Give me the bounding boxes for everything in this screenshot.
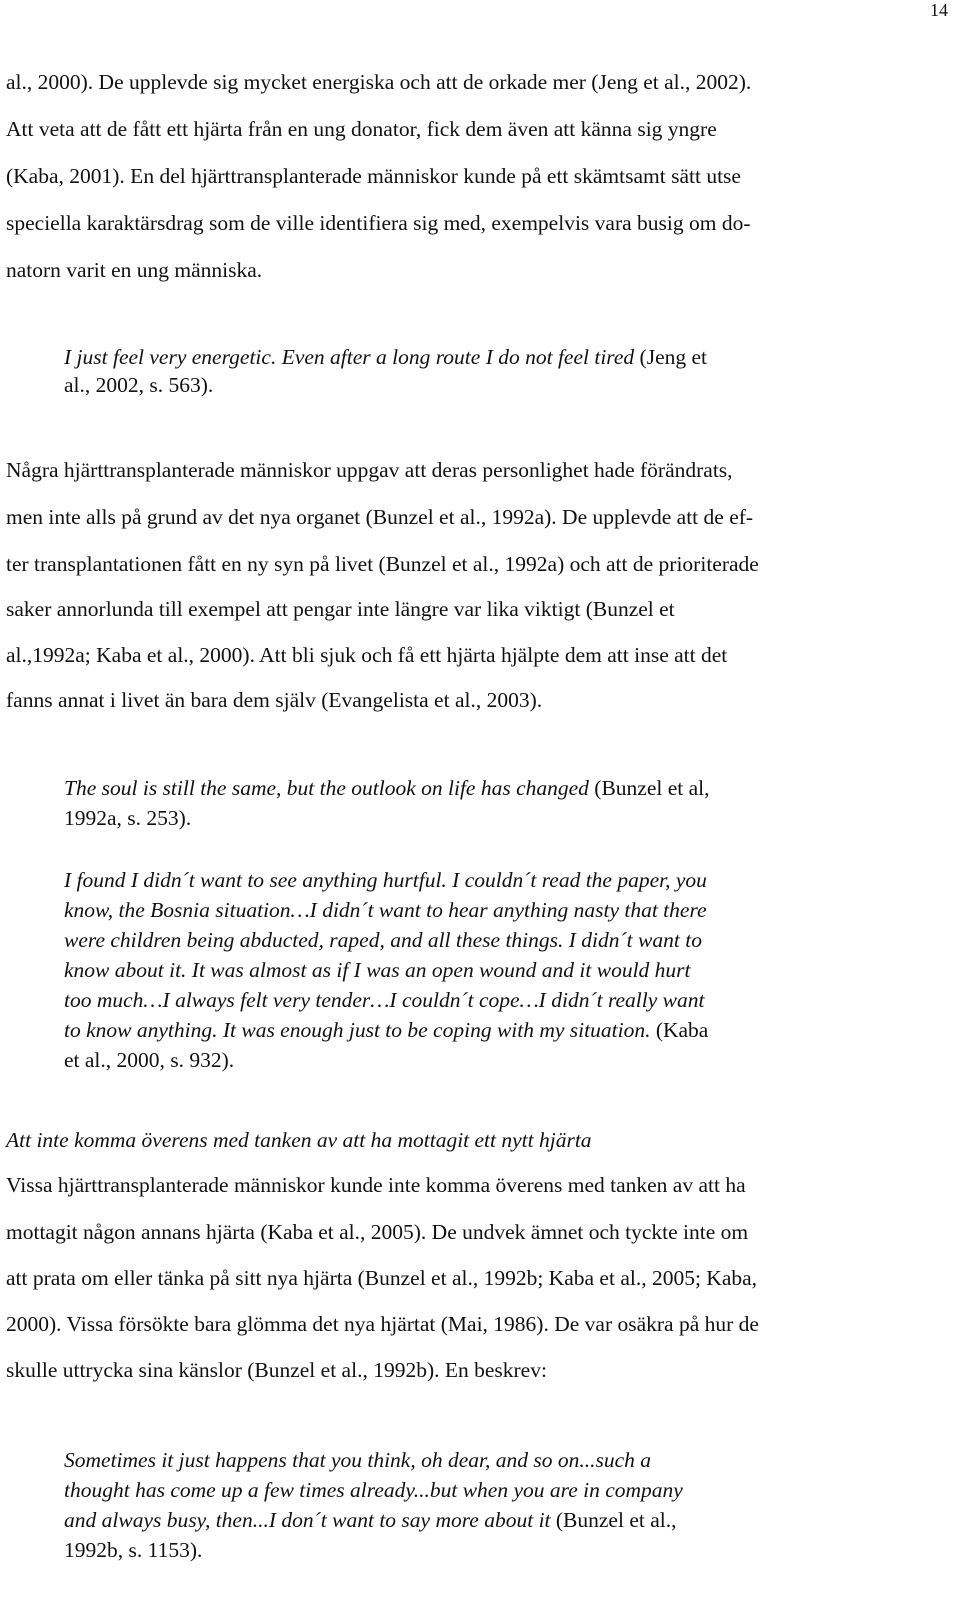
text-line: al., 2000). De upplevde sig mycket energiska och att de orkade mer (Jeng et al., 2002). <box>6 70 752 94</box>
quote-citation: (Kaba <box>650 1018 709 1042</box>
quote-line <box>64 1448 651 1473</box>
quote-line <box>64 898 707 923</box>
page-number: 14 <box>930 0 948 20</box>
text-line: speciella karaktärsdrag som de ville identifiera sig med, exempelvis vara busig om do- <box>6 211 751 235</box>
quote-italic-text: know, the Bosnia situation…I didn´t want to hear anything nasty that there <box>64 898 707 922</box>
quote-citation: (Bunzel et al, <box>588 776 710 800</box>
text-line: Några hjärttransplanterade människor uppgav att deras personlighet hade förändrats, <box>6 458 733 482</box>
quote-citation: (Bunzel et al., <box>550 1508 677 1532</box>
quote-line <box>64 1018 708 1043</box>
text-line: men inte alls på grund av det nya organet (Bunzel et al., 1992a). De upplevde att de ef- <box>6 505 754 529</box>
text-line: mottagit någon annans hjärta (Kaba et al., 2005). De undvek ämnet och tyckte inte om <box>6 1220 749 1244</box>
text-line: 2000). Vissa försökte bara glömma det nya hjärtat (Mai, 1986). De var osäkra på hur de <box>6 1312 759 1336</box>
text-line: (Kaba, 2001). En del hjärttransplanterade människor kunde på ett skämtsamt sätt utse <box>6 164 741 188</box>
quote-italic-text: I found I didn´t want to see anything hurtful. I couldn´t read the paper, you <box>64 868 707 892</box>
quote-line: 1992b, s. 1153). <box>64 1538 203 1562</box>
quote-line: al., 2002, s. 563). <box>64 373 214 397</box>
text-line: Vissa hjärttransplanterade människor kunde inte komma överens med tanken av att ha <box>6 1173 746 1197</box>
quote-line <box>64 345 707 370</box>
text-line: skulle uttrycka sina känslor (Bunzel et al., 1992b). En beskrev: <box>6 1358 547 1382</box>
quote-line <box>64 928 702 953</box>
section-heading-text: Att inte komma överens med tanken av att ha mottagit ett nytt hjärta <box>6 1128 592 1152</box>
quote-italic-text: know about it. It was almost as if I was an open wound and it would hurt <box>64 958 691 982</box>
quote-line <box>64 988 705 1013</box>
quote-line: 1992a, s. 253). <box>64 806 192 830</box>
text-line: al.,1992a; Kaba et al., 2000). Att bli sjuk och få ett hjärta hjälpte dem att inse att det <box>6 643 728 667</box>
text-line: ter transplantationen fått en ny syn på livet (Bunzel et al., 1992a) och att de prioriterade <box>6 552 759 576</box>
quote-italic-text: thought has come up a few times already...but when you are in company <box>64 1478 683 1502</box>
quote-line: et al., 2000, s. 932). <box>64 1048 235 1072</box>
quote-line <box>64 868 707 893</box>
text-line: fanns annat i livet än bara dem själv (Evangelista et al., 2003). <box>6 688 543 712</box>
quote-italic-text: The soul is still the same, but the outlook on life has changed <box>64 776 589 800</box>
quote-line <box>64 958 691 983</box>
quote-italic-text: I just feel very energetic. Even after a long route I do not feel tired <box>64 345 635 369</box>
quote-italic-text: too much…I always felt very tender…I couldn´t cope…I didn´t really want <box>64 988 705 1012</box>
section-heading <box>6 1128 592 1153</box>
quote-line <box>64 1508 676 1533</box>
text-line: natorn varit en ung människa. <box>6 258 263 282</box>
text-line: Att veta att de fått ett hjärta från en ung donator, fick dem även att känna sig yngre <box>6 117 717 141</box>
quote-italic-text: and always busy, then...I don´t want to say more about it <box>64 1508 551 1532</box>
text-line: att prata om eller tänka på sitt nya hjärta (Bunzel et al., 1992b; Kaba et al., 2005; Kaba, <box>6 1266 758 1290</box>
quote-italic-text: Sometimes it just happens that you think, oh dear, and so on...such a <box>64 1448 652 1472</box>
quote-line <box>64 1478 683 1503</box>
quote-line <box>64 776 710 801</box>
quote-italic-text: to know anything. It was enough just to be coping with my situation. <box>64 1018 651 1042</box>
quote-italic-text: were children being abducted, raped, and all these things. I didn´t want to <box>64 928 702 952</box>
text-line: saker annorlunda till exempel att pengar inte längre var lika viktigt (Bunzel et <box>6 597 675 621</box>
quote-citation: (Jeng et <box>634 345 708 369</box>
